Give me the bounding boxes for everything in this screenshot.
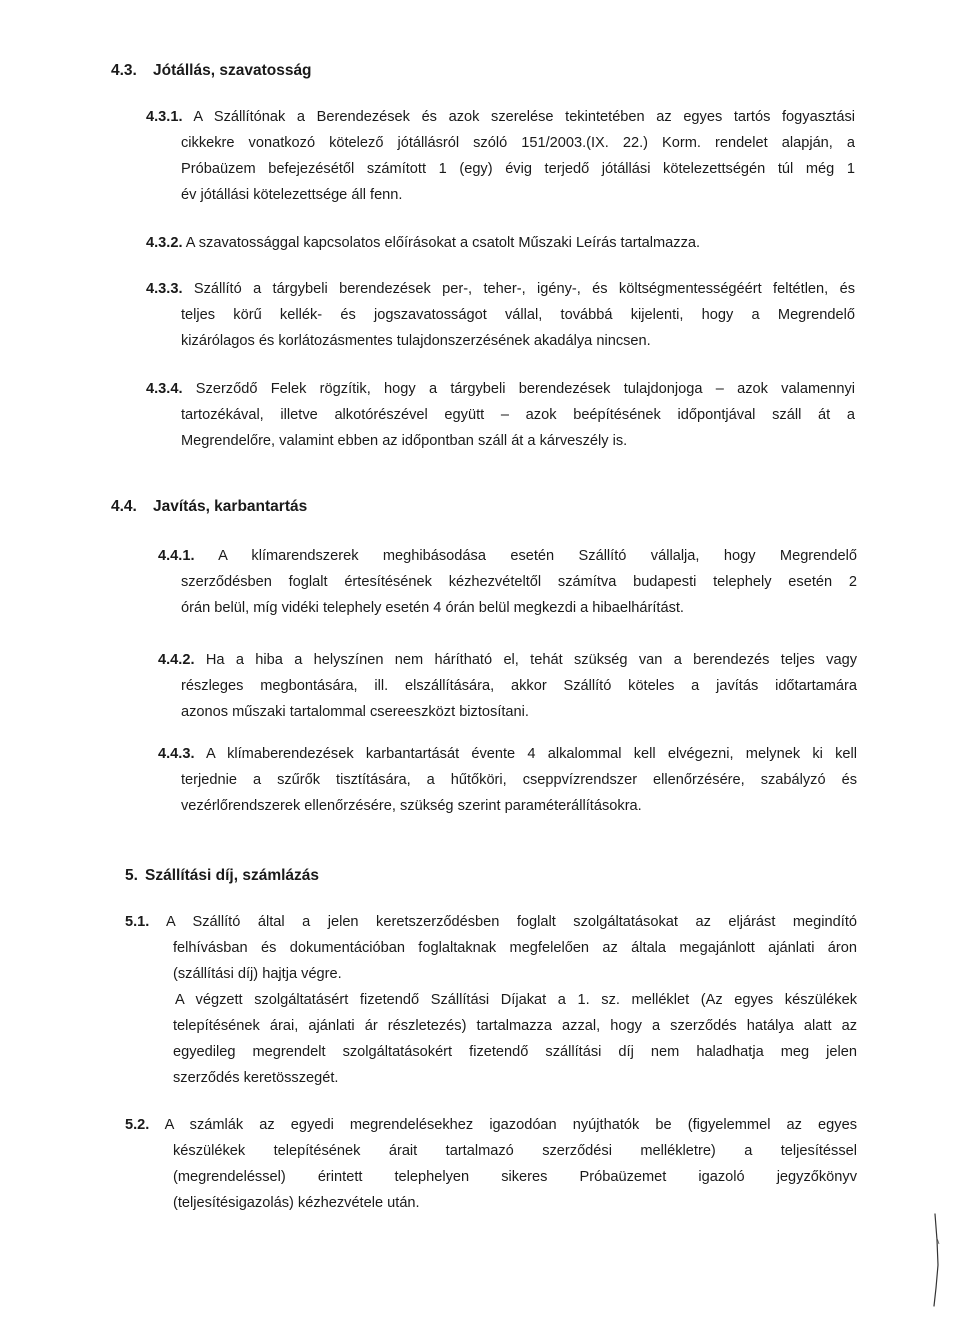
margin-initial-mark xyxy=(926,1210,946,1310)
clause-line: telepítésének árai, ajánlati ár részletezés) tartalmazza azzal, hogy a szerződés hatálya alatt az xyxy=(173,1018,857,1034)
section-number: 4.3. xyxy=(111,62,137,79)
clause-line: vezérlőrendszerek ellenőrzésére, szükség szerint paraméterállításokra. xyxy=(181,798,642,814)
clause-line: év jótállási kötelezettsége áll fenn. xyxy=(181,187,403,203)
section-heading-5 xyxy=(125,866,319,886)
clause-text: A Szállítónak a Berendezések és azok szerelése tekintetében az egyes tartós fogyasztási xyxy=(193,109,856,125)
clause-line: (szállítási díj) hajtja végre. xyxy=(173,966,342,982)
clause-line: órán belül, míg vidéki telephely esetén 4 órán belül megkezdi a hibaelhárítást. xyxy=(181,600,684,616)
clause-text: Szerződő Felek rögzítik, hogy a tárgybeli berendezések tulajdonjoga – azok valamennyi xyxy=(195,381,855,397)
clause-4-4-2-cont xyxy=(181,673,857,725)
clause-4-3-3-cont xyxy=(181,302,855,354)
clause-line: szerződésben foglalt értesítésének kézhezvételtől számítva budapesti telephely esetén 2 xyxy=(181,574,857,590)
clause-5-1-cont xyxy=(173,935,857,1091)
clause-line: Próbaüzem befejezésétől számított 1 (egy) évig terjedő jótállási kötelezettségén túl még 1 xyxy=(181,161,855,177)
clause-5-1 xyxy=(125,909,857,935)
section-title: Javítás, karbantartás xyxy=(153,498,308,515)
clause-text: A klímarendszerek meghibásodása esetén Szállító vállalja, hogy Megrendelő xyxy=(218,548,857,564)
clause-number: 5.2. xyxy=(125,1117,150,1133)
clause-line xyxy=(125,1112,857,1138)
clause-4-3-4-cont xyxy=(181,402,855,454)
clause-line: egyedileg megrendelt szolgáltatásokért fizetendő szállítási díj nem haladhatja meg jelen xyxy=(173,1044,857,1060)
clause-number: 4.3.3. xyxy=(146,281,183,297)
clause-4-4-1-cont xyxy=(181,569,857,621)
section-number: 4.4. xyxy=(111,498,137,515)
clause-line: felhívásban és dokumentációban foglaltaknak megfelelően az általa megajánlott ajánlati áron xyxy=(173,940,857,956)
section-heading-4-4 xyxy=(111,497,307,517)
clause-4-3-1 xyxy=(146,104,855,130)
clause-text: A szavatossággal kapcsolatos előírásokat a csatolt Műszaki Leírás tartalmazza. xyxy=(185,235,701,251)
clause-line: (teljesítésigazolás) kézhezvétele után. xyxy=(173,1195,420,1211)
clause-line xyxy=(146,276,855,302)
clause-number: 4.4.1. xyxy=(158,548,195,564)
clause-line: kizárólagos és korlátozásmentes tulajdonszerzésének akadálya nincsen. xyxy=(181,333,651,349)
clause-number: 4.3.2. xyxy=(146,235,183,251)
clause-4-4-2 xyxy=(158,647,857,673)
section-heading-4-3 xyxy=(111,61,312,81)
section-title: Szállítási díj, számlázás xyxy=(145,867,320,884)
clause-4-3-3 xyxy=(146,276,855,302)
section-title: Jótállás, szavatosság xyxy=(153,62,312,79)
clause-text: Szállító a tárgybeli berendezések per-, teher-, igény-, és költségmentességéért feltétlen, és xyxy=(193,281,855,297)
clause-text: A klímaberendezések karbantartását évente 4 alkalommal kell elvégezni, melynek ki kell xyxy=(205,746,857,762)
clause-number: 4.3.4. xyxy=(146,381,183,397)
clause-line: cikkekre vonatkozó kötelező jótállásról szóló 151/2003.(IX. 22.) Korm. rendelet alapján, a xyxy=(181,135,855,151)
clause-5-2 xyxy=(125,1112,857,1138)
clause-text: A számlák az egyedi megrendelésekhez igazodóan nyújthatók be (figyelemmel az egyes xyxy=(164,1117,857,1133)
clause-number: 4.4.2. xyxy=(158,652,195,668)
clause-line xyxy=(125,909,857,935)
clause-line: teljes körű kellék- és jogszavatosságot vállal, továbbá kijelenti, hogy a Megrendelő xyxy=(181,307,855,323)
clause-line xyxy=(146,376,855,402)
clause-line: Megrendelőre, valamint ebben az időpontban száll át a kárveszély is. xyxy=(181,433,628,449)
clause-line: részleges megbontására, ill. elszállítására, akkor Szállító köteles a javítás időtartamára xyxy=(181,678,857,694)
clause-text: A Szállító által a jelen keretszerződésben foglalt szolgáltatásokat az eljárást megindító xyxy=(166,914,857,930)
clause-4-4-1 xyxy=(158,543,857,569)
clause-line xyxy=(146,104,855,130)
clause-text: Ha a hiba a helyszínen nem hárítható el, tehát szükség van a berendezés teljes vagy xyxy=(205,652,857,668)
clause-5-2-cont xyxy=(173,1138,857,1216)
clause-line: tartozékával, illetve alkotórészével együtt – azok beépítésének időpontjával száll át a xyxy=(181,407,855,423)
clause-line: szerződés keretösszegét. xyxy=(173,1070,339,1086)
clause-4-3-4 xyxy=(146,376,855,402)
clause-line xyxy=(158,647,857,673)
clause-line: (megrendeléssel) érintett telephelyen sikeres Próbaüzemet igazoló jegyzőkönyv xyxy=(173,1169,857,1185)
clause-line: azonos műszaki tartalommal csereeszközt biztosítani. xyxy=(181,704,529,720)
clause-4-3-1-cont xyxy=(181,130,855,208)
clause-line xyxy=(158,741,857,767)
clause-number: 4.3.1. xyxy=(146,109,183,125)
clause-4-4-3-cont xyxy=(181,767,857,819)
clause-number: 5.1. xyxy=(125,914,150,930)
clause-4-4-3 xyxy=(158,741,857,767)
clause-4-3-2 xyxy=(146,230,866,256)
clause-line: terjednie a szűrők tisztítására, a hűtőköri, cseppvízrendszer ellenőrzésére, szabályzó és xyxy=(181,772,857,788)
clause-line xyxy=(158,543,857,569)
clause-line: készülékek telepítésének árait tartalmazó szerződési mellékletre) a teljesítéssel xyxy=(173,1143,857,1159)
section-number: 5. xyxy=(125,867,138,884)
clause-number: 4.4.3. xyxy=(158,746,195,762)
clause-line: A végzett szolgáltatásért fizetendő Szállítási Díjakat a 1. sz. melléklet (Az egyes készülékek xyxy=(175,992,857,1008)
